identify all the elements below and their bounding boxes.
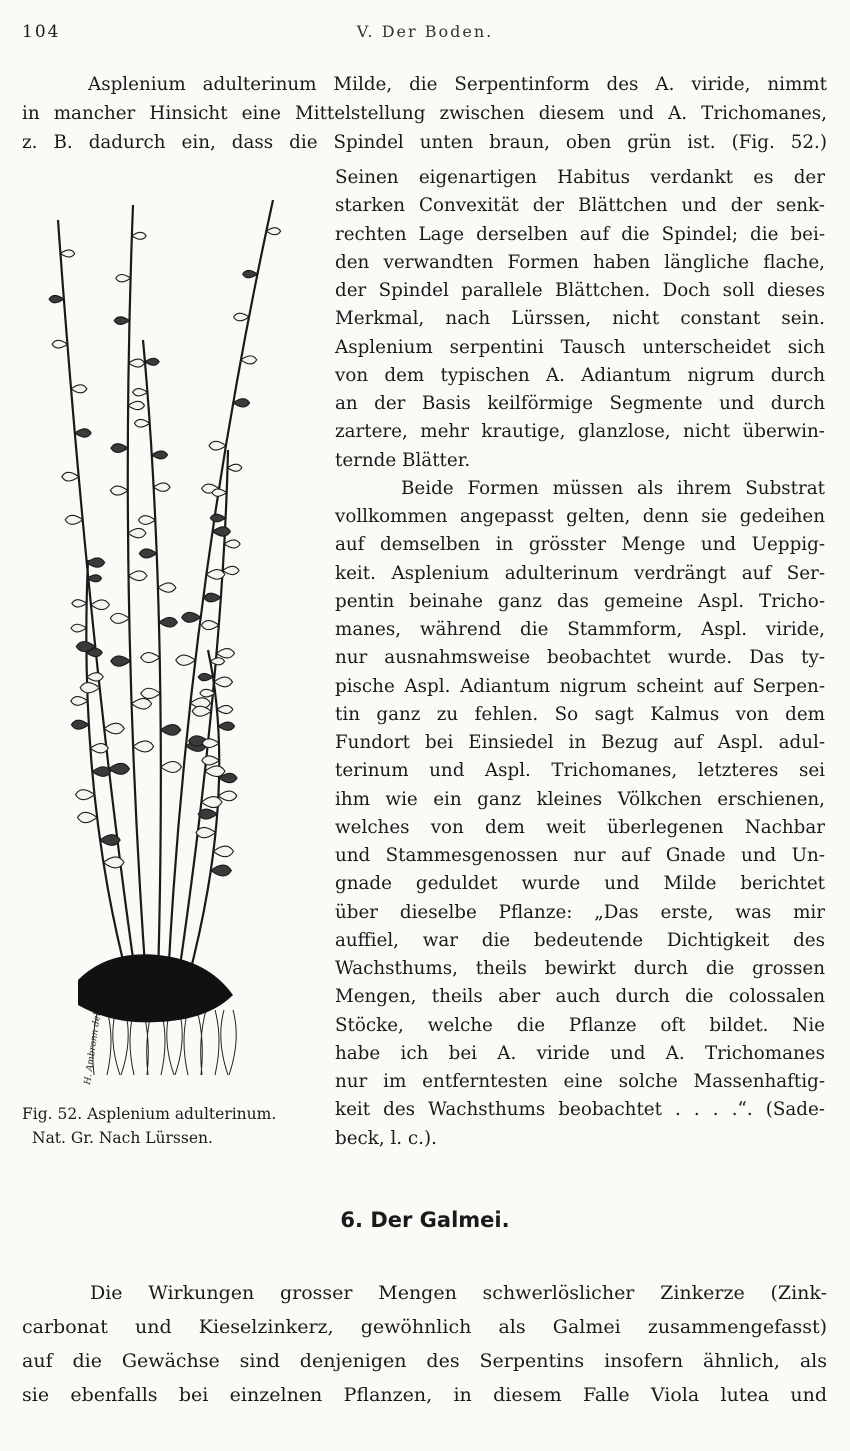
text-line: von dem typischen A. Adiantum nigrum durch [335,364,825,386]
leaflet [132,232,146,239]
text-line: Merkmal, nach Lürssen, nicht constant sein. [335,308,825,330]
leaflet [145,358,159,365]
text-line: der Spindel parallele Blättchen. Doch soll dieses [335,280,825,301]
leaflet [217,705,233,713]
leaflet [212,527,230,536]
leaflet [234,313,249,321]
leaflet [228,464,242,471]
leaflet [217,649,235,658]
leaflet [161,725,181,736]
text-line: Beide Formen müssen als ihrem Substrat [401,477,825,499]
frond-stem [58,220,136,980]
leaflet [75,429,91,437]
text-line: manes, während die Stammform, Aspl. viride, [335,619,825,640]
leaflet [209,441,226,450]
leaflet [134,419,149,427]
text-line: Wachsthums, theils bewirkt durch die grossen [335,958,825,979]
page-number: 104 [22,22,61,42]
text-line: den verwandten Formen haben längliche flache, [335,251,825,273]
leaflet [210,514,225,522]
text-line: starken Convexität der Blättchen und der senk- [335,195,825,217]
leaflet [132,698,152,709]
leaflet [210,658,224,665]
text-line: keit. Asplenium adulterinum verdrängt auf Ser- [335,562,825,584]
leaflet [233,399,249,407]
leaflet [198,809,217,819]
leaflet [116,275,131,282]
text-line: auffiel, war die bedeutende Dichtigkeit des [335,929,825,951]
leaflet [223,566,239,574]
running-title: V. Der Boden. [356,22,494,41]
leaflet [201,621,218,630]
text-line: nur im entferntesten eine solche Massenhaftig- [335,1071,825,1092]
text-line: beck, l. c.). [335,1127,437,1149]
leaflet [202,756,219,765]
text-line: ihm wie ein ganz kleines Völkchen erschienen, [335,788,825,810]
leaflet [211,865,232,876]
leaflet [60,250,74,257]
leaflet [87,558,105,567]
leaflet [152,451,168,459]
root [201,1010,206,1075]
leaflet [49,295,64,302]
figure-caption [22,1102,322,1150]
root [107,1010,111,1075]
text-line: rechten Lage derselben auf die Spindel; die bei- [335,223,825,245]
caption-line: Fig. 52. Asplenium adulterinum. [22,1105,277,1123]
leaflet [133,741,154,752]
text-line: Fundort bei Einsiedel in Bezug auf Aspl. adul- [335,732,825,753]
leaflet [161,762,182,773]
leaflet [158,583,176,592]
top-paragraph [22,70,827,158]
bottom-paragraph [22,1276,827,1412]
leaflet [212,489,227,496]
leaflet [141,653,160,663]
frond-stem [128,205,146,980]
leaflet [87,673,103,681]
leaflet [80,683,100,693]
text-line: pentin beinahe ganz das gemeine Aspl. Tricho- [335,590,825,612]
text-line: terinum und Aspl. Trichomanes, letzteres sei [335,760,825,782]
leaflet [141,688,161,698]
leaflet [129,571,147,581]
text-line: Seinen eigenartigen Habitus verdankt es der [335,167,825,188]
leaflet [176,655,196,665]
leaflet [71,697,88,706]
leaflet [72,600,87,607]
fern-drawing [18,190,318,1090]
leaflet [109,763,130,774]
leaflet [71,385,87,393]
text-line: ternde Blätter. [335,449,471,471]
text-line: Die Wirkungen grosser Mengen schwerlöslicher Zinkerze (Zink- [90,1282,827,1304]
text-line: zartere, mehr krautige, glanzlose, nicht überwin- [335,421,825,443]
leaflet [90,744,108,753]
text-line: Asplenium serpentini Tausch unterscheidet sich [335,336,825,358]
text-line: Stöcke, welche die Pflanze oft bildet. Nie [335,1014,825,1036]
leaflet [104,723,124,734]
text-line: keit des Wachsthums beobachtet . . . .“. (Sade- [335,1099,825,1121]
root [215,1010,219,1075]
text-line: und Stammesgenossen nur auf Gnade und Un- [335,845,825,866]
text-line: in mancher Hinsicht eine Mittelstellung zwischen diesem und A. Trichomanes, [22,103,827,125]
text-line: tin ganz zu fehlen. So sagt Kalmus von dem [335,703,825,725]
leaflet [159,617,177,627]
text-line: Asplenium adulterinum Milde, die Serpentinform des A. viride, nimmt [88,74,827,95]
text-line: an der Basis keilförmige Segmente und durch [335,393,825,414]
text-line: auf die Gewächse sind denjenigen des Serpentins insofern ähnlich, als [22,1350,827,1372]
leaflet [103,857,124,868]
leaflet [100,835,120,846]
leaflet [110,486,127,495]
caption-line: Nat. Gr. Nach Lürssen. [32,1129,213,1147]
text-line: auf demselben in grösster Menge und Ueppig- [335,534,825,556]
leaflet [71,624,86,632]
leaflet [128,401,144,409]
leaflet [218,791,236,801]
leaflet [75,790,94,800]
leaflet [111,656,131,666]
leaflet [182,612,201,622]
leaflet [196,827,216,837]
leaflet [204,593,221,602]
root [184,1010,188,1075]
leaflet [243,270,258,277]
text-line: nur ausnahmsweise beobachtet wurde. Das ty- [335,647,825,669]
leaflet [78,812,98,822]
leaflet [138,516,155,525]
text-line: sie ebenfalls bei einzelnen Pflanzen, in diesem Falle Viola lutea und [22,1384,827,1406]
text-line: pische Aspl. Adiantum nigrum scheint auf Serpen- [335,675,825,697]
text-line: carbonat und Kieselzinkerz, gewöhnlich als Galmei zusammengefasst) [22,1316,827,1338]
text-line: gnade geduldet wurde und Milde berichtet [335,873,825,895]
leaflet [139,549,156,558]
leaflet [202,739,219,748]
leaflet [201,797,222,808]
leaflet [241,356,257,364]
leaflet [129,359,145,367]
leaflet [52,340,67,348]
text-line: Mengen, theils aber auch durch die colossalen [335,986,825,1008]
leaflet [65,515,82,524]
section-heading: 6. Der Galmei. [340,1208,510,1232]
text-line: vollkommen angepasst gelten, denn sie gedeihen [335,506,825,527]
leaflet [128,528,146,537]
text-line: z. B. dadurch ein, dass die Spindel unten braun, oben grün ist. (Fig. 52.) [22,132,827,154]
leaflet [192,706,211,716]
signature-left: H. Ambronn del. [83,1009,104,1086]
leaflet [110,613,129,623]
fern-illustration [18,190,318,1090]
leaflet [214,677,232,687]
root [221,1010,228,1075]
leaflet [71,720,88,729]
leaflet [92,767,110,777]
leaflet [206,570,224,580]
text-line: über dieselbe Pflanze: „Das erste, was mir [335,901,825,923]
leaflet [62,472,79,481]
leaflet [224,540,240,548]
text-line: welches von dem weit überlegenen Nachbar [335,816,825,838]
leaflet [154,483,170,491]
leaflet [266,228,280,235]
leaflet [213,846,233,857]
text-line: habe ich bei A. viride und A. Trichomanes [335,1042,825,1064]
root [229,1010,236,1075]
leaflet [133,389,148,396]
leaflet [218,722,234,730]
leaflet [111,444,128,453]
right-column-text [335,164,825,1153]
leaflet [91,600,109,610]
leaflet [198,673,213,680]
leaflet [114,317,129,325]
leaflet [205,766,225,777]
